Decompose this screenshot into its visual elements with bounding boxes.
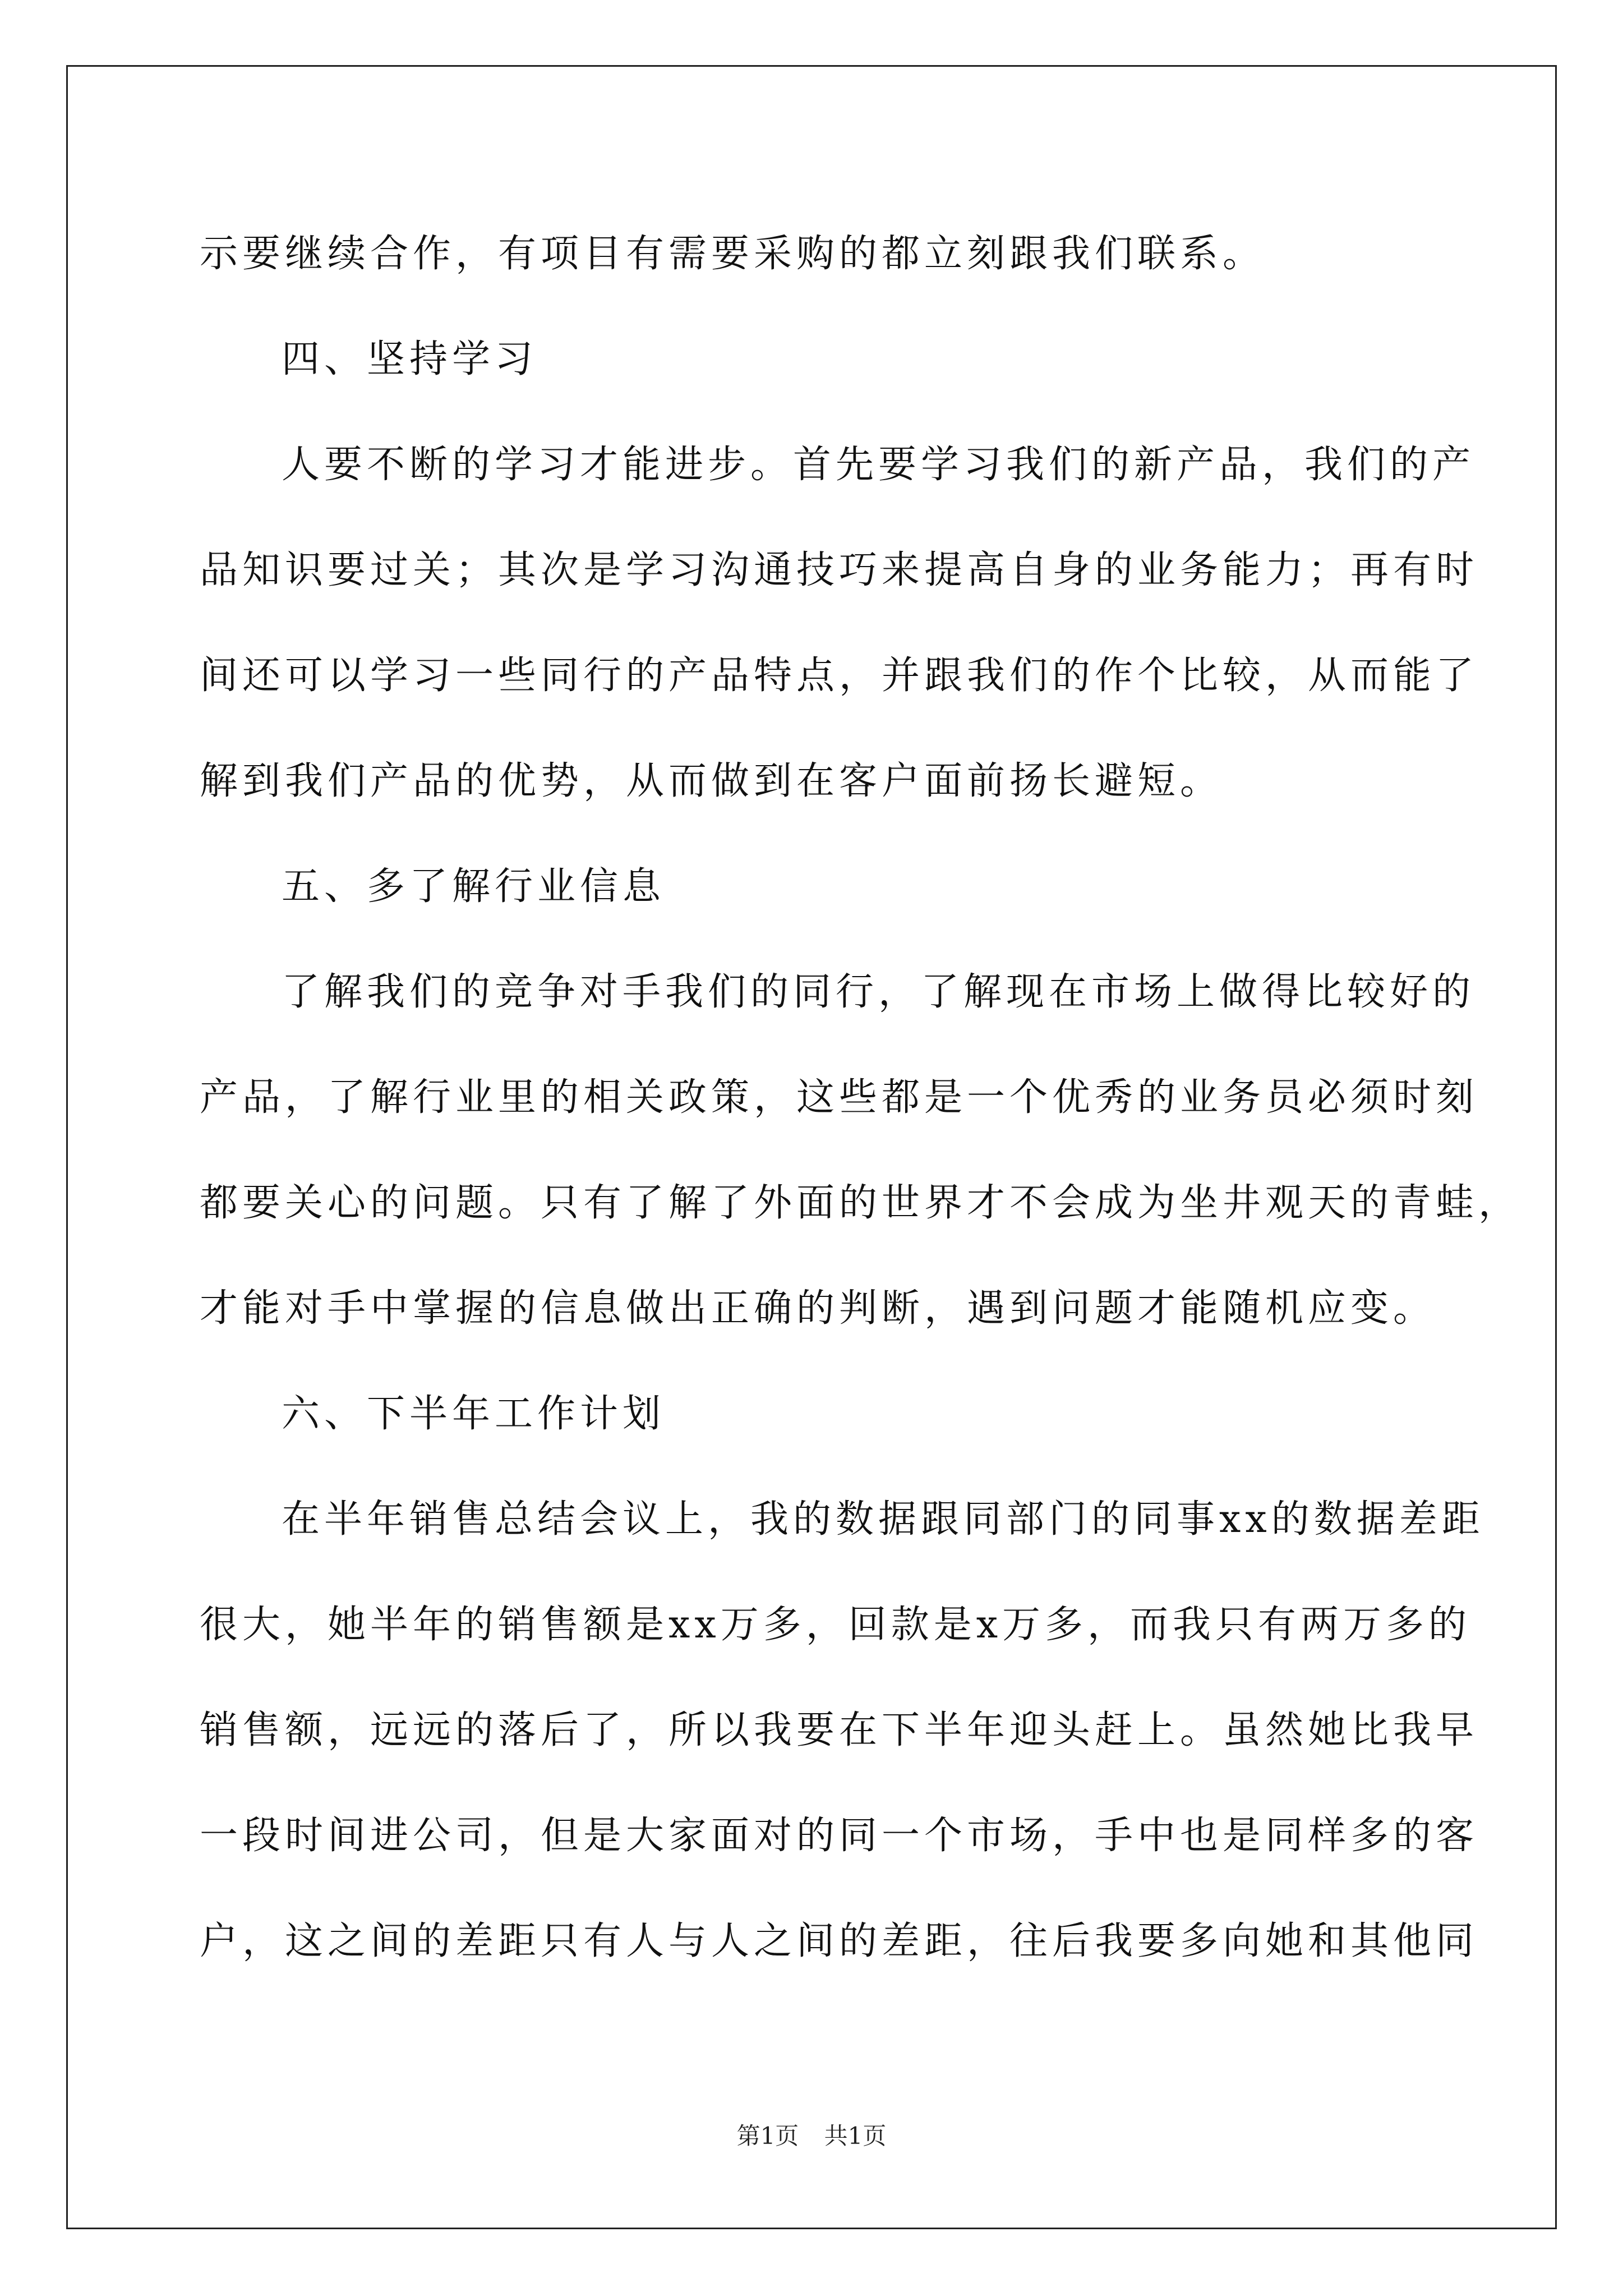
section-heading: 四、坚持学习 [282,337,538,381]
page-number: 第1页 [736,2122,799,2150]
text-line: 解到我们产品的优势，从而做到在客户面前扬长避短。 [200,759,1223,803]
text-line: 才能对手中掌握的信息做出正确的判断，遇到问题才能随机应变。 [200,1286,1436,1331]
section-heading: 五、多了解行业信息 [282,864,666,909]
text-line: 在半年销售总结会议上，我的数据跟同部门的同事xx的数据差距 [282,1497,1484,1542]
text-line: 销售额，远远的落后了，所以我要在下半年迎头赶上。虽然她比我早 [200,1708,1479,1752]
text-line: 人要不断的学习才能进步。首先要学习我们的新产品，我们的产 [282,443,1476,487]
text-line: 示要继续合作，有项目有需要采购的都立刻跟我们联系。 [200,232,1266,276]
page-footer [0,2120,1623,2152]
text-line: 都要关心的问题。只有了解了外面的世界才不会成为坐井观天的青蛙， [200,1181,1521,1225]
text-line: 一段时间进公司，但是大家面对的同一个市场，手中也是同样多的客 [200,1814,1479,1858]
text-line: 很大，她半年的销售额是xx万多，回款是x万多，而我只有两万多的 [200,1603,1472,1647]
text-line: 户，这之间的差距只有人与人之间的差距，往后我要多向她和其他同 [200,1919,1479,1963]
page-total: 共1页 [824,2122,887,2150]
page-border [66,65,1557,2229]
text-line: 产品，了解行业里的相关政策，这些都是一个优秀的业务员必须时刻 [200,1075,1479,1120]
section-heading: 六、下半年工作计划 [282,1392,666,1436]
text-line: 间还可以学习一些同行的产品特点，并跟我们的作个比较，从而能了 [200,654,1479,698]
text-line: 品知识要过关；其次是学习沟通技巧来提高自身的业务能力；再有时 [200,548,1479,592]
text-line: 了解我们的竞争对手我们的同行，了解现在市场上做得比较好的 [282,970,1476,1014]
